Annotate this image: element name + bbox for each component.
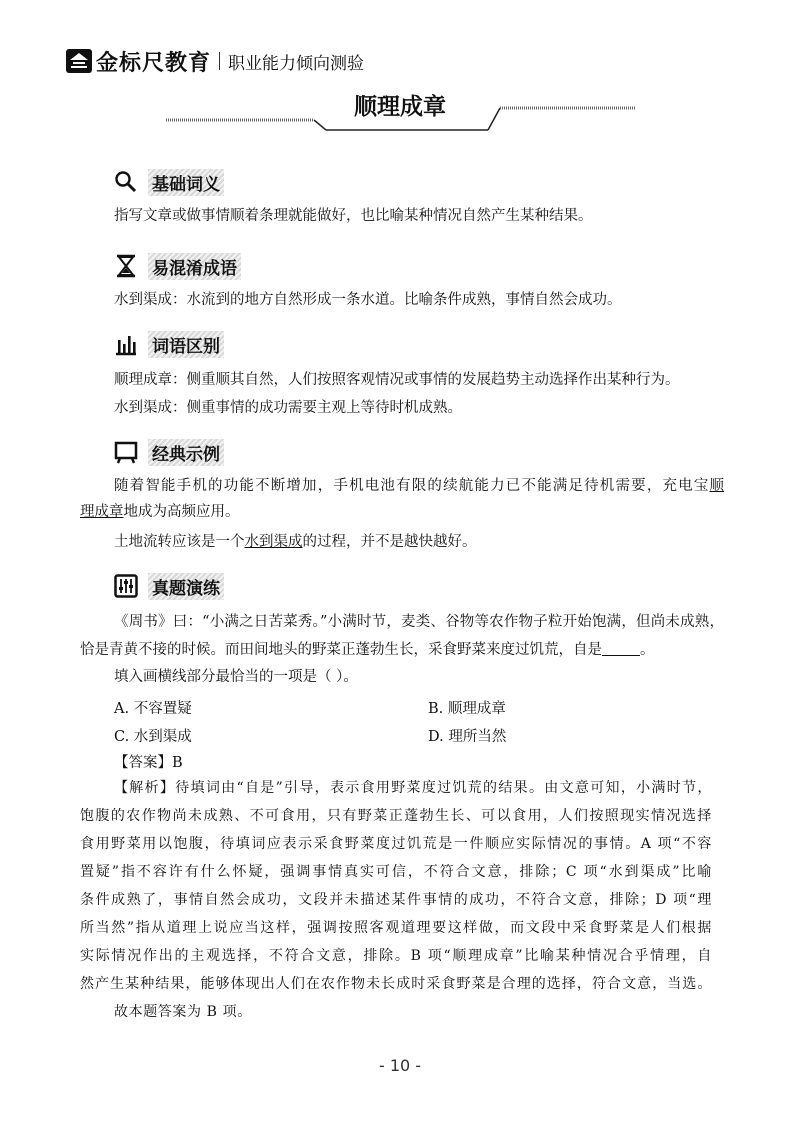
section-basic-meaning (114, 168, 224, 196)
header-subtitle: 职业能力倾向测验 (228, 53, 365, 74)
brand-name: 金标尺教育 (96, 50, 212, 76)
logo-icon (66, 49, 92, 73)
analysis-line: 【解析】待填词由“自是”引导，表示食用野菜度过饥荒的结果。由文意可知，小满时节， (114, 780, 712, 796)
answer: 【答案】B (114, 755, 183, 771)
section-classic-examples (114, 438, 224, 466)
question-line-2: 恰是青黄不接的时候。而田间地头的野菜正蓬勃生长，采食野菜来度过饥荒，自是 。 (80, 642, 655, 658)
conclusion: 故本题答案为 B 项。 (114, 1004, 252, 1020)
section-title: 词语区别 (148, 331, 224, 358)
page-header (66, 46, 364, 76)
question-prompt: 填入画横线部分最恰当的一项是（ ）。 (114, 669, 358, 685)
section-practice (114, 572, 224, 600)
basic-meaning-text: 指写文章或做事情顺着条理就能做好，也比喻某种情况自然产生某种结果。 (114, 208, 593, 224)
hourglass-icon (114, 254, 138, 278)
sliders-icon (114, 574, 138, 598)
section-title: 基础词义 (148, 169, 224, 196)
difference-line-1: 顺理成章：侧重顺其自然，人们按照客观情况或事情的发展趋势主动选择作出某种行为。 (114, 372, 680, 388)
bar-chart-icon (114, 332, 138, 356)
analysis-line: 饱腹的农作物尚未成熟、不可食用，只有野菜正蓬勃生长、可以食用，人们按照现实情况选择 (80, 808, 712, 824)
example-2: 土地流转应该是一个水到渠成的过程，并不是越快越好。 (114, 534, 477, 550)
analysis-line: 然产生某种结果，能够体现出人们在农作物未长成时采食野菜是合理的选择，符合文意，当选。 (80, 976, 712, 992)
analysis-line: 食用野菜用以饱腹，待填词应表示采食野菜度过饥荒是一件顺应实际情况的事情。A 项“不容 (80, 836, 712, 852)
section-title: 真题演练 (148, 573, 224, 600)
header-divider (219, 52, 220, 70)
section-confusing-idiom (114, 252, 241, 280)
option-c: C. 水到渠成 (114, 729, 192, 745)
page-title: 顺理成章 (354, 93, 446, 120)
question-line-1: 《周书》曰：“小满之日苦菜秀。”小满时节，麦类、谷物等农作物子粒开始饱满，但尚未成熟， (114, 614, 724, 630)
search-icon (114, 170, 138, 194)
analysis-line: 所当然”指从道理上说应当这样，强调按照客观道理要这样做，而文段中采食野菜是人们根据 (80, 920, 712, 936)
section-title: 经典示例 (148, 439, 224, 466)
section-word-difference (114, 330, 224, 358)
difference-line-2: 水到渠成：侧重事情的成功需要主观上等待时机成熟。 (114, 400, 462, 416)
analysis-line: 条件成熟了，事情自然会成功，文段并未描述某件事情的成功，不符合文意，排除；D 项“理 (80, 892, 712, 908)
confusing-idiom-text: 水到渠成：水流到的地方自然形成一条水道。比喻条件成熟，事情自然会成功。 (114, 292, 622, 308)
option-b: B. 顺理成章 (428, 701, 506, 717)
book-stand-icon (114, 440, 138, 464)
section-title: 易混淆成语 (148, 253, 241, 280)
option-a: A. 不容置疑 (114, 701, 192, 717)
analysis-line: 置疑”指不容许有什么怀疑，强调事情真实可信，不符合文意，排除；C 项“水到渠成”比喻 (80, 864, 712, 880)
page-number: - 10 - (378, 1056, 422, 1075)
option-d: D. 理所当然 (428, 729, 507, 745)
example-1-line-2: 理成章地成为高频应用。 (80, 504, 240, 520)
analysis-line: 实际情况作出的主观选择，不符合文意，排除。B 项“顺理成章”比喻某种情况合乎情理，自 (80, 948, 712, 964)
answer-blank (602, 641, 640, 656)
example-1-line-1: 随着智能手机的功能不断增加，手机电池有限的续航能力已不能满足待机需要，充电宝顺 (114, 478, 724, 494)
